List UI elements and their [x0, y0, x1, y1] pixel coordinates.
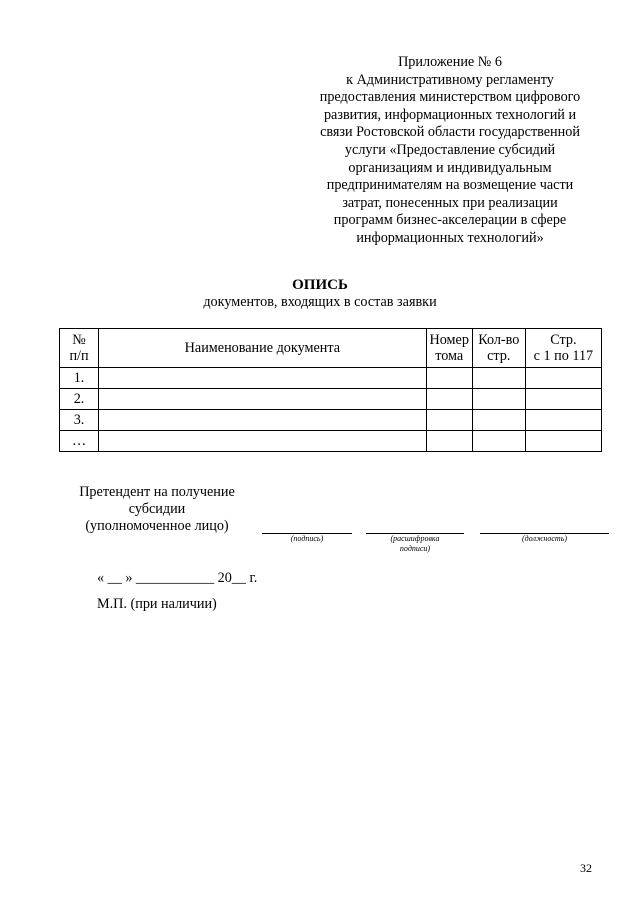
header-page-range	[525, 329, 601, 368]
volume-cell[interactable]	[426, 410, 472, 431]
appendix-line: программ бизнес-акселерации в сфере	[333, 212, 567, 229]
header-pages-line1: Стр.	[550, 332, 577, 348]
header-count-line1: Кол-во	[478, 332, 520, 348]
page-count-cell[interactable]	[472, 410, 525, 431]
appendix-line: развития, информационных технологий и	[323, 106, 577, 123]
transcript-caption-line2: подписи)	[399, 544, 431, 553]
document-title: ОПИСЬ	[292, 277, 348, 293]
page-range-cell[interactable]	[525, 431, 601, 452]
volume-cell[interactable]	[426, 389, 472, 410]
position-caption: (должность)	[521, 534, 568, 543]
appendix-line: затрат, понесенных при реализации	[342, 194, 558, 211]
appendix-line: услуги «Предоставление субсидий	[344, 141, 556, 158]
table-row	[60, 368, 602, 389]
date-line[interactable]: « __ » ___________ 20__ г.	[97, 570, 258, 586]
transcript-caption	[366, 534, 464, 554]
header-volume-number	[426, 329, 472, 368]
applicant-line: Претендент на получение	[79, 484, 235, 500]
applicant-label	[62, 484, 252, 535]
row-number-cell: …	[60, 431, 99, 452]
volume-cell[interactable]	[426, 431, 472, 452]
appendix-line: Приложение № 6	[398, 54, 502, 70]
appendix-header	[300, 54, 600, 248]
table-row	[60, 389, 602, 410]
table-header-row	[60, 329, 602, 368]
table-row	[60, 431, 602, 452]
page-number: 32	[580, 861, 592, 875]
row-number-cell: 2.	[60, 389, 99, 410]
document-name-cell[interactable]	[99, 431, 427, 452]
page-count-cell[interactable]	[472, 431, 525, 452]
document-subtitle: документов, входящих в состав заявки	[203, 294, 437, 310]
transcript-caption-line1: (расшифровка	[390, 534, 440, 543]
document-name-cell[interactable]	[99, 389, 427, 410]
header-document-name: Наименование документа	[99, 329, 427, 368]
header-page-count	[472, 329, 525, 368]
appendix-line: предпринимателям на возмещение части	[326, 177, 574, 194]
header-number-line1: №	[72, 332, 86, 348]
applicant-line: (уполномоченное лицо)	[85, 518, 229, 534]
row-number-cell: 1.	[60, 368, 99, 389]
appendix-line: связи Ростовской области государственной	[320, 124, 580, 141]
header-number-line2: п/п	[69, 348, 89, 364]
appendix-line: предоставления министерством цифрового	[319, 89, 581, 106]
page-range-cell[interactable]	[525, 410, 601, 431]
applicant-line: субсидии	[128, 501, 186, 517]
page-count-cell[interactable]	[472, 389, 525, 410]
signature-caption: (подпись)	[290, 534, 324, 543]
document-name-cell[interactable]	[99, 410, 427, 431]
appendix-line: организациям и индивидуальным	[348, 159, 552, 176]
header-count-line2: стр.	[487, 348, 511, 364]
document-name-cell[interactable]	[99, 368, 427, 389]
page-range-cell[interactable]	[525, 368, 601, 389]
header-pages-line2: с 1 по 117	[533, 348, 594, 364]
header-number	[60, 329, 99, 368]
inventory-table	[59, 328, 602, 452]
page-count-cell[interactable]	[472, 368, 525, 389]
header-volume-line2: тома	[435, 348, 464, 364]
header-volume-line1: Номер	[429, 332, 469, 348]
appendix-line: к Административному регламенту	[346, 71, 554, 88]
row-number-cell: 3.	[60, 410, 99, 431]
volume-cell[interactable]	[426, 368, 472, 389]
table-row	[60, 410, 602, 431]
page-range-cell[interactable]	[525, 389, 601, 410]
stamp-label: М.П. (при наличии)	[97, 596, 217, 612]
appendix-line: информационных технологий»	[356, 229, 544, 246]
